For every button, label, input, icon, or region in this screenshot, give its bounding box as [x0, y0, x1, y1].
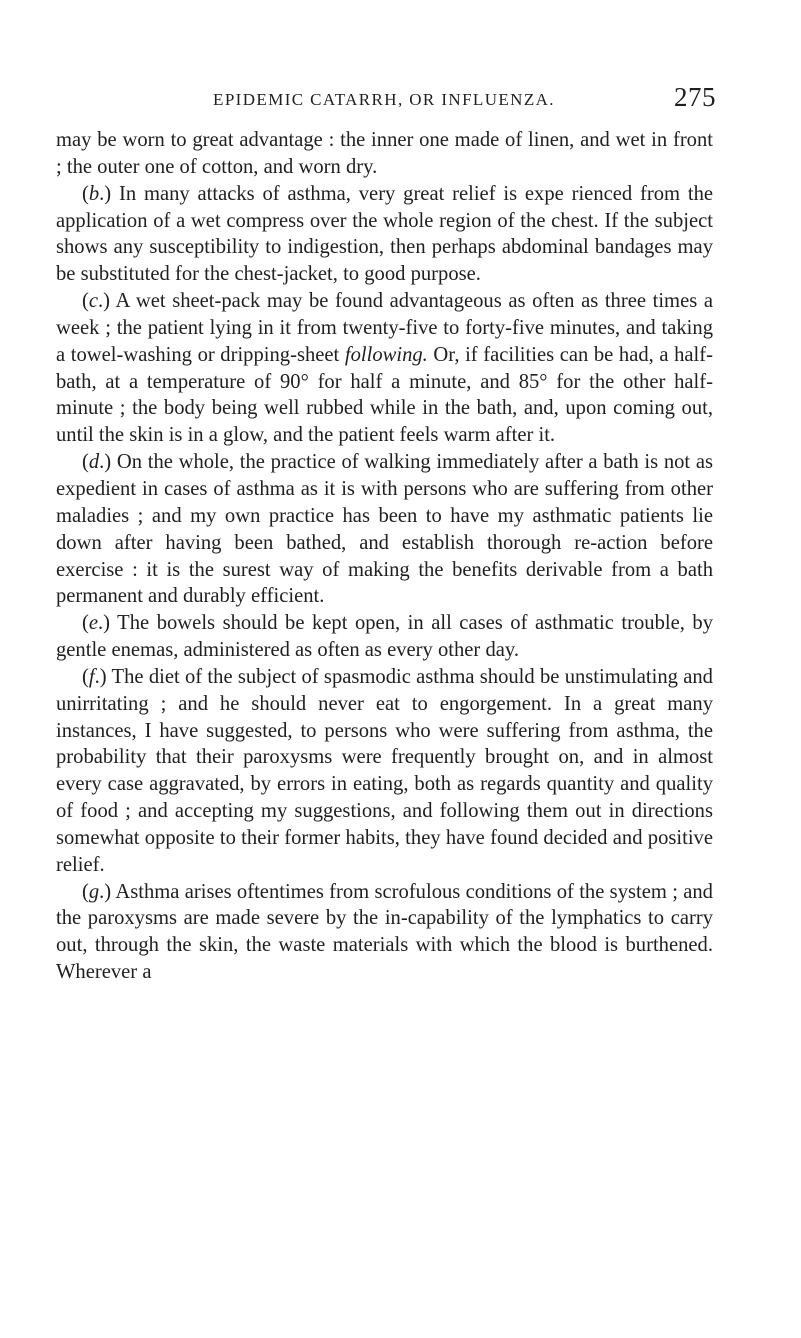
- emphasis-text: following.: [344, 343, 428, 366]
- paragraph-e: [56, 610, 713, 664]
- paragraph-g: [56, 879, 713, 986]
- paragraph-text: The diet of the subject of spasmodic asthma should be unstimulating and unirritating ; and he should never eat to engorgement. In a great many instances, I have suggested, to persons who were suffering from asthma, the probability that their paroxysms were frequently brought on, and in almost every case aggravated, by errors in eating, both as regards quantity and quality of food ; and accepting my suggestions, and following them out in directions somewhat opposite to their former habits, they have found decided and positive relief.: [56, 665, 713, 876]
- paragraph-text: Asthma arises oftentimes from scrofulous conditions of the system ; and the paroxysms are made severe by the in-capability of the lymphatics to carry out, through the skin, the waste materials with which the blood is burthened. Wherever a: [56, 880, 713, 984]
- paragraph-letter: g: [88, 880, 100, 903]
- paragraph-continuation: [56, 127, 713, 181]
- paragraph-text: may be worn to great advantage : the inner one made of linen, and wet in front ; the outer one of cotton, and worn dry.: [56, 129, 713, 178]
- paragraph-letter: e: [88, 612, 98, 635]
- paragraph-letter: f: [88, 665, 95, 688]
- body-text: [56, 127, 713, 986]
- paragraph-letter: d: [88, 451, 100, 474]
- paragraph-label: (f.): [82, 665, 112, 688]
- running-title: EPIDEMIC CATARRH, OR INFLUENZA.: [213, 90, 555, 109]
- paragraph-text: On the whole, the practice of walking immediately after a bath is not as expedient in cases of asthma as it is with persons who are suffering from other maladies ; and my own practice has been to have my asthmatic patients lie down after having been bathed, and establish thorough re-action before exercise : it is the surest way of making the benefits derivable from a bath permanent and durably efficient.: [56, 451, 713, 608]
- running-head: [58, 82, 716, 116]
- paragraph-f: [56, 664, 713, 879]
- paragraph-label: (e.): [82, 612, 118, 635]
- paragraph-label: (g.): [82, 880, 116, 903]
- paragraph-letter: b: [88, 182, 100, 205]
- page-number: 275: [674, 82, 716, 112]
- paragraph-text: In many attacks of asthma, very great relief is expe rienced from the application of a wet compress over the whole region of the chest. If the subject shows any susceptibility to indigestion, then perhaps abdominal bandages may be substituted for the chest-jacket, to good purpose.: [56, 182, 714, 286]
- paragraph-text-before: A wet sheet-pack may be found advantageous as often as three times a week ; the patient lying in it from twenty-five to forty-five minutes, and taking a towel-washing or dripping-sheet: [56, 290, 713, 366]
- paragraph-letter: c: [88, 290, 98, 313]
- paragraph-label: (b.): [82, 182, 119, 205]
- paragraph-label: (c.): [82, 290, 116, 313]
- paragraph-label: (d.): [82, 451, 117, 474]
- paragraph-text-after: Or, if facilities can be had, a half-bath, at a temperature of 90° for half a minute, and 85° for the other half-minute ; the body being well rubbed while in the bath, and, upon coming out, until the skin is in a glow, and the patient feels warm after it.: [56, 343, 713, 447]
- paragraph-d: [56, 449, 713, 610]
- paragraph-c: [56, 288, 713, 449]
- paragraph-text: The bowels should be kept open, in all cases of asthmatic trouble, by gentle enemas, administered as often as every other day.: [56, 612, 713, 662]
- paragraph-b: [56, 181, 713, 288]
